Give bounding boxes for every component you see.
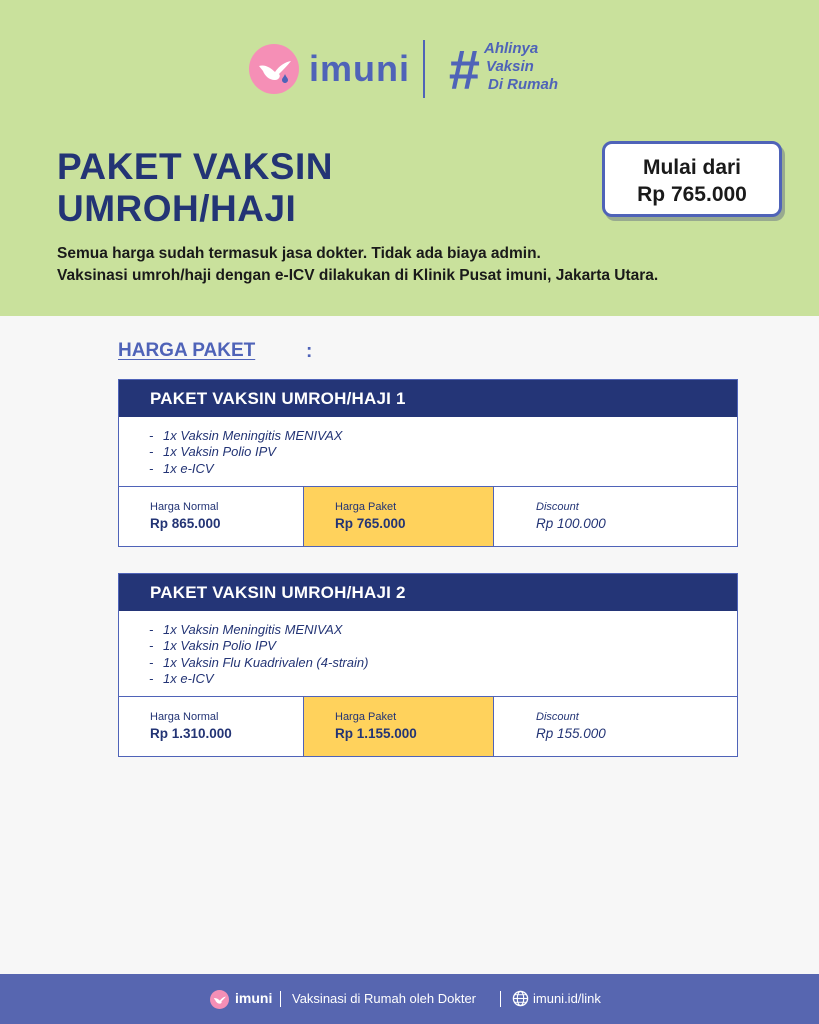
hero-banner — [0, 0, 819, 316]
package-prices — [119, 487, 737, 546]
globe-icon — [512, 990, 529, 1012]
package-title: PAKET VAKSIN UMROH/HAJI 2 — [119, 574, 737, 611]
brand-name: imuni — [309, 48, 410, 89]
normal-price-value: Rp 865.000 — [150, 516, 221, 531]
package-price-label: Harga Paket — [335, 501, 397, 513]
imuni-logo-icon — [210, 990, 229, 1009]
brand-header — [0, 40, 819, 100]
footer-bar — [0, 974, 819, 1024]
hashtag-icon: # — [448, 38, 480, 101]
list-item: - 1x e-ICV — [149, 671, 737, 687]
list-item: - 1x Vaksin Meningitis MENIVAX — [149, 428, 737, 444]
package-price-value: Rp 765.000 — [335, 516, 406, 531]
normal-price-label: Harga Normal — [150, 711, 219, 723]
discount-value: Rp 155.000 — [536, 726, 606, 741]
discount-label: Discount — [536, 711, 579, 723]
section-heading: HARGA PAKET — [118, 340, 256, 361]
list-item: - 1x e-ICV — [149, 461, 737, 477]
list-item: - 1x Vaksin Flu Kuadrivalen (4-strain) — [149, 655, 737, 671]
footer-divider — [280, 991, 281, 1007]
package-title: PAKET VAKSIN UMROH/HAJI 1 — [119, 380, 737, 417]
package-prices — [119, 697, 737, 756]
normal-price-cell — [119, 697, 304, 756]
package-items-list — [119, 417, 737, 487]
price-notes: Semua harga sudah termasuk jasa dokter. Tidak ada biaya admin. Vaksinasi umroh/haji dengan e-ICV dilakukan di Klinik Pusat imuni, Jakarta Utara. — [57, 245, 659, 284]
package-price-value: Rp 1.155.000 — [335, 726, 417, 741]
package-items-list — [119, 611, 737, 697]
footer-link[interactable]: imuni.id/link — [533, 991, 601, 1006]
normal-price-label: Harga Normal — [150, 501, 219, 513]
page-title: PAKET VAKSIN UMROH/HAJI — [57, 146, 333, 229]
discount-cell — [494, 487, 737, 546]
package-price-cell — [304, 697, 494, 756]
package-card-2 — [118, 573, 738, 757]
footer-tagline: Vaksinasi di Rumah oleh Dokter — [292, 991, 477, 1006]
footer-divider — [500, 991, 501, 1007]
list-item: - 1x Vaksin Meningitis MENIVAX — [149, 622, 737, 638]
brand-tagline: Ahlinya Vaksin Di Rumah — [484, 40, 559, 93]
normal-price-cell — [119, 487, 304, 546]
footer-brand: imuni — [235, 990, 273, 1006]
imuni-logo-icon — [249, 44, 299, 94]
package-card-1 — [118, 379, 738, 547]
list-item: - 1x Vaksin Polio IPV — [149, 444, 737, 460]
section-colon: : — [306, 341, 313, 362]
package-price-cell — [304, 487, 494, 546]
discount-label: Discount — [536, 501, 579, 513]
brand-divider — [423, 40, 425, 98]
discount-value: Rp 100.000 — [536, 516, 606, 531]
normal-price-value: Rp 1.310.000 — [150, 726, 232, 741]
package-price-label: Harga Paket — [335, 711, 397, 723]
list-item: - 1x Vaksin Polio IPV — [149, 638, 737, 654]
discount-cell — [494, 697, 737, 756]
starting-price-badge: Mulai dari Rp 765.000 — [602, 141, 782, 217]
